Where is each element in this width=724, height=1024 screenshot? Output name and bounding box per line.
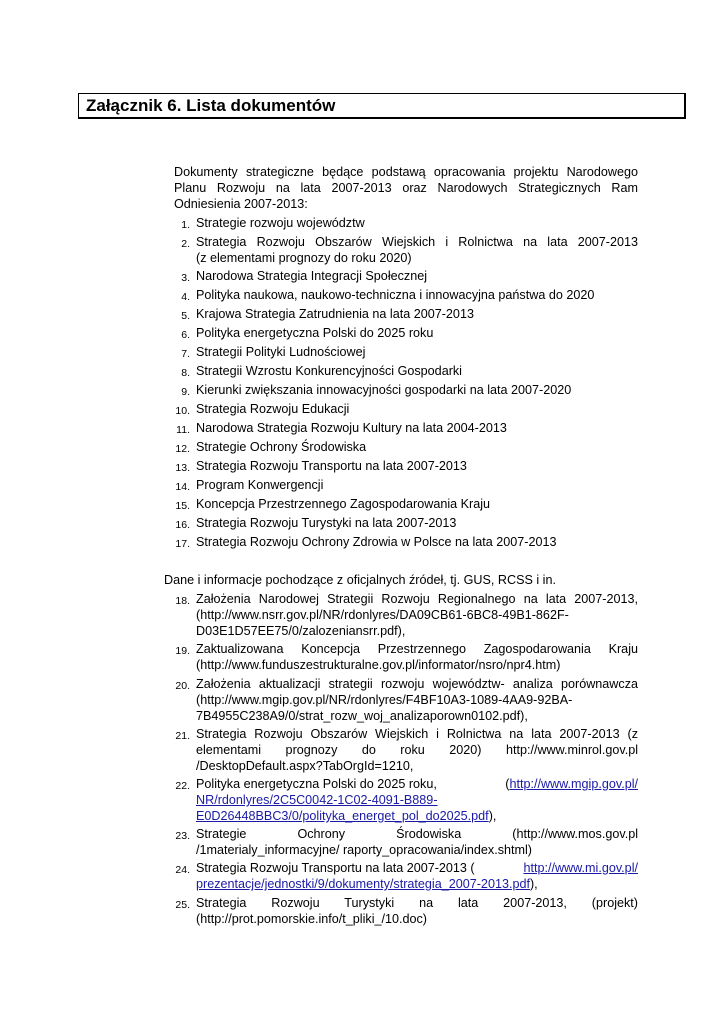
item-text-line: Założenia Narodowej Strategii Rozwoju Regionalnego na lata 2007-2013,: [196, 592, 638, 606]
list-item-number: 7.: [181, 348, 190, 360]
item-text-line: Narodowa Strategia Rozwoju Kultury na lata 2004-2013: [196, 421, 507, 435]
item-text-line: Strategia Rozwoju Obszarów Wiejskich i Rolnictwa na lata 2007-2013: [196, 235, 638, 249]
item-text: Strategia Rozwoju Transportu na lata 2007-2013 (: [196, 861, 475, 875]
item-text-line: /1materialy_informacyjne/ raporty_opracowania/index.shtml): [196, 843, 532, 857]
item-text-line: D03E1D57EE75/0/zalozeniansrr.pdf),: [196, 624, 406, 638]
list-item-number: 23.: [175, 830, 190, 842]
list-item-number: 13.: [175, 462, 190, 474]
item-text-line: Polityka naukowa, naukowo-techniczna i innowacyjna państwa do 2020: [196, 288, 595, 302]
item-text-line: (http://www.mgip.gov.pl/NR/rdonlyres/F4BF10A3-1089-4AA9-92BA-: [196, 693, 573, 707]
item-text-line: Program Konwergencji: [196, 478, 324, 492]
item-text: Polityka energetyczna Polski do 2025 roku,: [196, 777, 437, 791]
list-item-number: 15.: [175, 500, 190, 512]
list-item-number: 11.: [176, 424, 190, 436]
section2-heading: Dane i informacje pochodzące z oficjalnych źródeł, tj. GUS, RCSS i in.: [164, 573, 556, 587]
list-item-number: 14.: [175, 481, 190, 493]
paren: (: [505, 777, 510, 791]
item-text-line: Strategia Rozwoju Turystyki na lata 2007-2013, (projekt): [196, 896, 638, 910]
list-item-number: 2.: [181, 238, 190, 250]
list-item-number: 24.: [175, 864, 190, 876]
item-text-line: Strategie rozwoju województw: [196, 216, 365, 230]
intro-paragraph: Dokumenty strategiczne będące podstawą opracowania projektu Narodowego Planu Rozwoju na lata 2007-2013 oraz Narodowych Strategicznych Ram Odniesienia 2007-2013:: [174, 165, 638, 211]
transport-link[interactable]: http://www.mi.gov.pl/: [523, 861, 638, 875]
item-text-line: Zaktualizowana Koncepcja Przestrzennego Zagospodarowania Kraju: [196, 642, 638, 656]
list-item-number: 8.: [181, 367, 190, 379]
list-item-number: 12.: [175, 443, 190, 455]
item-text-line: (http://prot.pomorskie.info/t_pliki_/10.doc): [196, 912, 427, 926]
policy-link-cont[interactable]: NR/rdonlyres/2C5C0042-1C02-4091-B889-: [196, 793, 438, 807]
item-text-line: Strategia Rozwoju Edukacji: [196, 402, 350, 416]
item-text-line: Strategii Polityki Ludnościowej: [196, 345, 366, 359]
item-text-line: Strategia Rozwoju Obszarów Wiejskich i Rolnictwa na lata 2007-2013 (z: [196, 727, 638, 741]
item-text-line: Strategie Ochrony Środowiska: [196, 440, 367, 454]
policy-link[interactable]: http://www.mgip.gov.pl/: [509, 777, 638, 791]
list-item-number: 17.: [175, 538, 190, 550]
item-tail: ),: [529, 877, 538, 891]
item-text-line: (http://www.nsrr.gov.pl/NR/rdonlyres/DA09CB61-6BC8-49B1-862F-: [196, 608, 569, 622]
item-text-line: Założenia aktualizacji strategii rozwoju województw- analiza porównawcza: [196, 677, 638, 691]
policy-link-cont[interactable]: E0D26448BBC3/0/polityka_energet_pol_do2025.pdf: [196, 809, 489, 823]
item-text-line: Strategii Wzrostu Konkurencyjności Gospodarki: [196, 364, 462, 378]
item-text-line: 7B4955C238A9/0/strat_rozw_woj_analizaporown0102.pdf),: [196, 709, 528, 723]
list-item-number: 19.: [175, 645, 190, 657]
list-item-number: 10.: [175, 405, 190, 417]
item-text-line: Krajowa Strategia Zatrudnienia na lata 2007-2013: [196, 307, 474, 321]
list-item-number: 21.: [175, 730, 190, 742]
item-text-line: Strategia Rozwoju Turystyki na lata 2007-2013: [196, 516, 457, 530]
item-text-line: Narodowa Strategia Integracji Społecznej: [196, 269, 428, 283]
item-text-line: Polityka energetyczna Polski do 2025 roku: [196, 326, 434, 340]
item-text-line: /DesktopDefault.aspx?TabOrgId=1210,: [196, 759, 414, 773]
item-text-line: (http://www.funduszestrukturalne.gov.pl/informator/nsro/npr4.htm): [196, 658, 561, 672]
list-item-number: 16.: [175, 519, 190, 531]
item-tail: ),: [488, 809, 497, 823]
item-text-line: elementami prognozy do roku 2020) http://www.minrol.gov.pl: [196, 743, 638, 757]
list-item-number: 25.: [175, 899, 190, 911]
item-text-line: Strategie Ochrony Środowiska (http://www.mos.gov.pl: [196, 827, 638, 841]
list-item-number: 1.: [181, 219, 190, 231]
list-item-number: 22.: [175, 780, 190, 792]
list-item-number: 5.: [181, 310, 190, 322]
item-text-line: Strategia Rozwoju Transportu na lata 2007-2013: [196, 459, 467, 473]
list-item-number: 6.: [181, 329, 190, 341]
list-item-number: 3.: [181, 272, 190, 284]
item-text-line: Koncepcja Przestrzennego Zagospodarowania Kraju: [196, 497, 491, 511]
list-item-number: 4.: [181, 291, 190, 303]
title-box: [78, 93, 686, 119]
list-item-number: 20.: [175, 680, 190, 692]
item-text-line: (z elementami prognozy do roku 2020): [196, 251, 412, 265]
item-text-line: Kierunki zwiększania innowacyjności gospodarki na lata 2007-2020: [196, 383, 572, 397]
page-title: Załącznik 6. Lista dokumentów: [86, 96, 336, 115]
transport-link-cont[interactable]: prezentacje/jednostki/9/dokumenty/strategia_2007-2013.pdf: [196, 877, 530, 891]
list-item-number: 9.: [181, 386, 190, 398]
item-text-line: Strategia Rozwoju Ochrony Zdrowia w Polsce na lata 2007-2013: [196, 535, 557, 549]
list-item-number: 18.: [175, 595, 190, 607]
